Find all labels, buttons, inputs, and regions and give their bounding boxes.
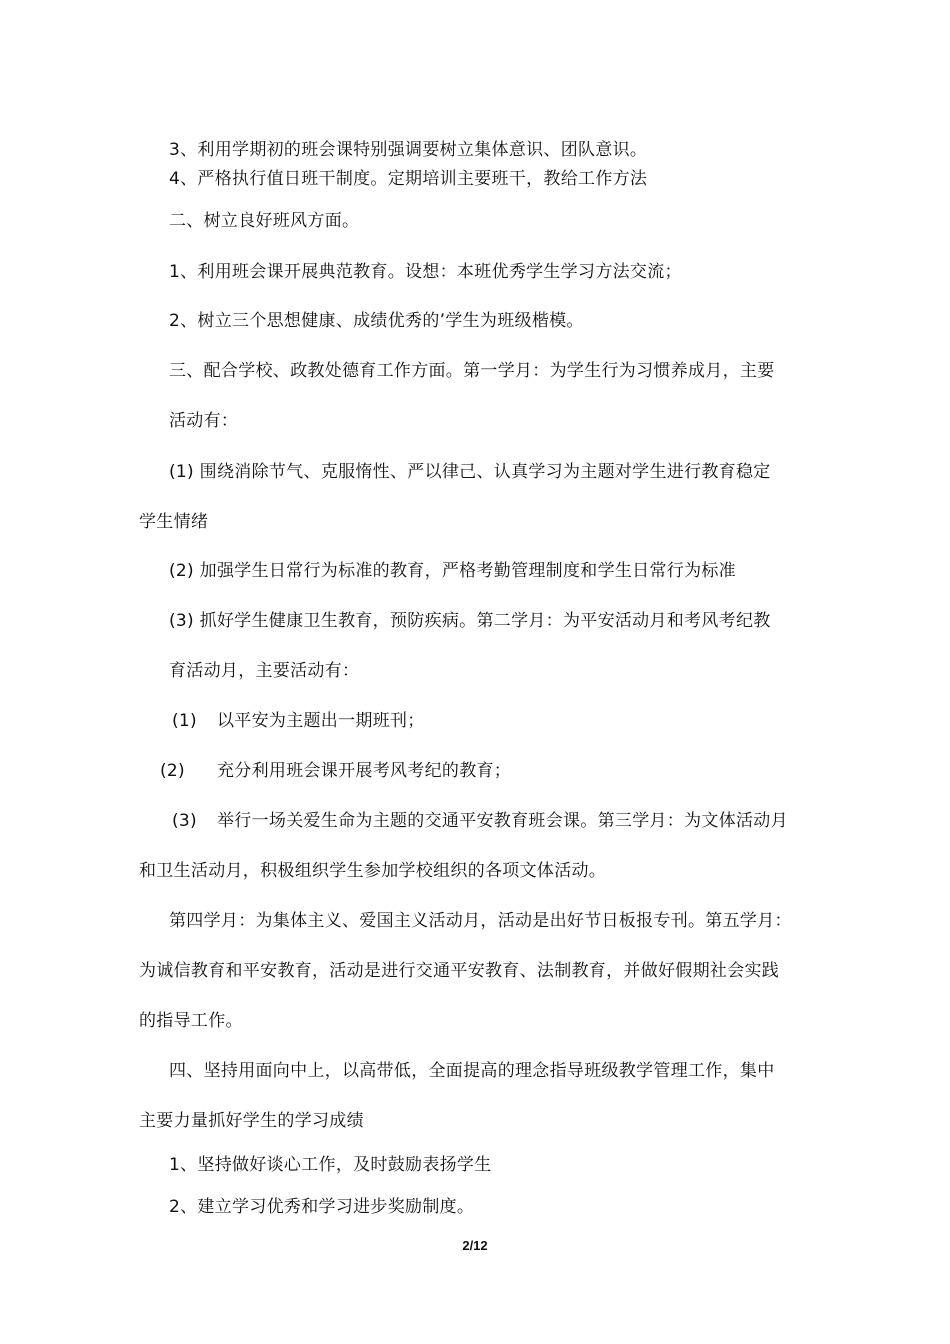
text-line: 主要力量抓好学生的学习成绩 <box>139 1111 364 1131</box>
text-line: 为诚信教育和平安教育，活动是进行交通平安教育、法制教育，并做好假期社会实践 <box>139 961 780 981</box>
text-line: 1、坚持做好谈心工作，及时鼓励表扬学生 <box>169 1155 492 1175</box>
list-marker: (3) <box>172 811 197 831</box>
list-marker: (2) <box>160 761 185 781</box>
text-line: 和卫生活动月，积极组织学生参加学校组织的各项文体活动。 <box>139 861 607 881</box>
section-heading: 四、坚持用面向中上，以高带低，全面提高的理念指导班级教学管理工作，集中 <box>169 1061 775 1081</box>
list-item: (3) 抓好学生健康卫生教育，预防疾病。第二学月：为平安活动月和考风考纪教 <box>169 611 771 631</box>
text-line: 育活动月，主要活动有： <box>169 661 360 681</box>
text-line: 活动有： <box>169 411 239 431</box>
text-line: 第四学月：为集体主义、爱国主义活动月，活动是出好节日板报专刊。第五学月： <box>169 911 792 931</box>
list-item: (2) 加强学生日常行为标准的教育，严格考勤管理制度和学生日常行为标准 <box>169 561 736 581</box>
text-line: 2、树立三个思想健康、成绩优秀的’学生为班级楷模。 <box>169 311 584 331</box>
list-item: 充分利用班会课开展考风考纪的教育； <box>217 761 512 781</box>
text-line: 学生情绪 <box>139 512 209 532</box>
text-line: 2、建立学习优秀和学习进步奖励制度。 <box>169 1197 475 1217</box>
text-line: 的指导工作。 <box>139 1011 243 1031</box>
text-line: 3、利用学期初的班会课特别强调要树立集体意识、团队意识。 <box>169 140 648 160</box>
list-marker: (1) <box>172 711 197 731</box>
page-number: 2/12 <box>462 1238 488 1253</box>
list-item: 举行一场关爱生命为主题的交通平安教育班会课。第三学月：为文体活动月 <box>217 811 788 831</box>
section-heading: 三、配合学校、政教处德育工作方面。第一学月：为学生行为习惯养成月，主要 <box>169 361 775 381</box>
section-heading: 二、树立良好班风方面。 <box>169 211 360 231</box>
list-item: 以平安为主题出一期班刊； <box>217 711 425 731</box>
text-line: 1、利用班会课开展典范教育。设想：本班优秀学生学习方法交流； <box>169 262 682 282</box>
text-line: 4、严格执行值日班干制度。定期培训主要班干，教给工作方法 <box>169 169 648 189</box>
list-item: (1) 围绕消除节气、克服惰性、严以律己、认真学习为主题对学生进行教育稳定 <box>169 462 771 482</box>
